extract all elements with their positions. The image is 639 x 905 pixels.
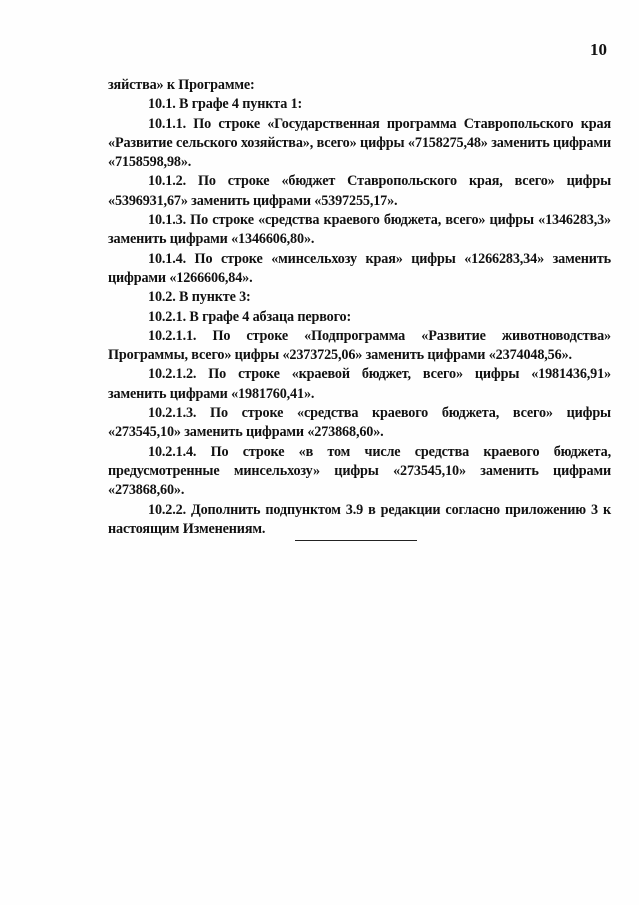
end-separator-line: [295, 540, 417, 541]
paragraph-10-2: 10.2. В пункте 3:: [148, 289, 251, 306]
paragraph-10-2-1-3: 10.2.1.3. По строке «средства краевого бюджета, всего» цифры «273545,10» заменить цифрами «273868,60».: [108, 405, 611, 441]
paragraph-10-2-1-4: 10.2.1.4. По строке «в том числе средства краевого бюджета, предусмотренные минсельхозу» цифры «273545,10» заменить цифрами «273868,60».: [108, 443, 611, 499]
paragraph-10-1-3: 10.1.3. По строке «средства краевого бюджета, всего» цифры «1346283,3» заменить цифрами «1346606,80».: [108, 212, 611, 248]
paragraph-10-1-4: 10.1.4. По строке «минсельхозу края» цифры «1266283,34» заменить цифрами «1266606,84».: [108, 250, 611, 286]
paragraph-10-2-1-2: 10.2.1.2. По строке «краевой бюджет, всего» цифры «1981436,91» заменить цифрами «1981760,41».: [108, 366, 611, 402]
page-number: 10: [590, 40, 607, 59]
paragraph-10-1: 10.1. В графе 4 пункта 1:: [148, 96, 303, 113]
paragraph-10-1-1: 10.1.1. По строке «Государственная программа Ставропольского края «Развитие сельского хозяйства», всего» цифры «7158275,48» заменить цифрами «7158598,98».: [108, 115, 611, 171]
paragraph-10-2-1: 10.2.1. В графе 4 абзаца первого:: [148, 308, 352, 325]
paragraph-10-2-2: 10.2.2. Дополнить подпунктом 3.9 в редакции согласно приложению 3 к настоящим Изменениям.: [108, 501, 611, 537]
document-body: [108, 76, 611, 539]
paragraph-10-2-1-1: 10.2.1.1. По строке «Подпрограмма «Развитие животноводства» Программы, всего» цифры «2373725,06» заменить цифрами «2374048,56».: [108, 327, 611, 364]
paragraph-10-1-2: 10.1.2. По строке «бюджет Ставропольского края, всего» цифры «5396931,67» заменить цифрами «5397255,17».: [108, 173, 611, 209]
paragraph-continuation: зяйства» к Программе:: [108, 77, 255, 93]
